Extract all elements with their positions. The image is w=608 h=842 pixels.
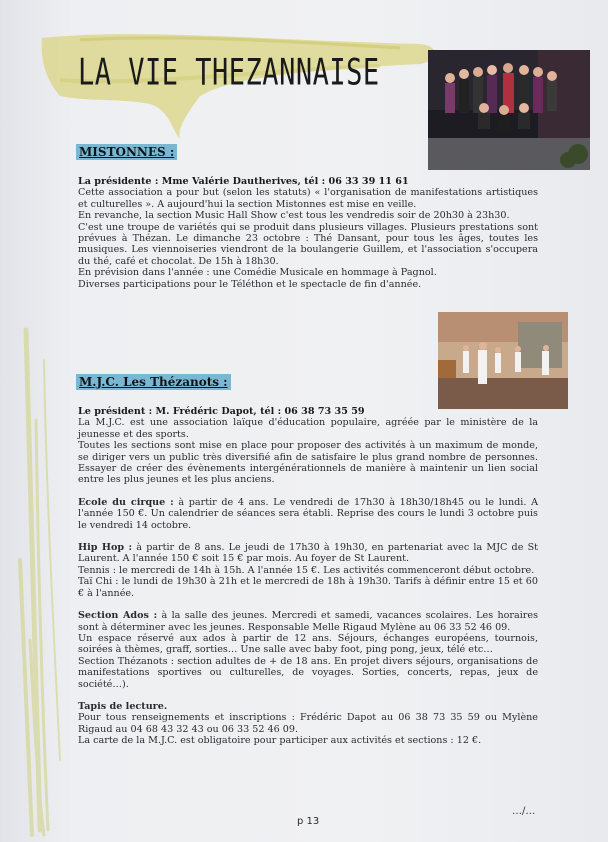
mistonnes-president: La présidente : Mme Valérie Dautherives, tél : 06 33 39 11 61 <box>78 176 409 187</box>
mjc-taichi-photo <box>438 312 568 409</box>
mistonnes-text <box>78 176 538 290</box>
mjc-president: Le président : M. Frédéric Dapot, tél : 06 38 73 35 59 <box>78 406 365 417</box>
mjc-text <box>78 406 538 747</box>
grass-strokes <box>20 330 60 835</box>
mjc-tennis: Tennis : le mercredi de 14h à 15h. A l'année 15 €. Les activités commenceront début octobre. <box>78 564 535 576</box>
mjc-hiphop <box>78 542 538 565</box>
mistonnes-line-5: Diverses participations pour le Téléthon et le spectacle de fin d'année. <box>78 278 422 290</box>
mjc-ados <box>78 610 538 633</box>
cirque-label: Ecole du cirque : <box>78 496 174 508</box>
hiphop-label: Hip Hop : <box>78 542 133 554</box>
mistonnes-heading: MISTONNES : <box>76 144 177 160</box>
hiphop-text: à partir de 8 ans. Le jeudi de 17h30 à 19h30, en partenariat avec la MJC de St Laurent. A l'année 150 € soit 15 € par mois. Au foyer de St Laurent. <box>78 542 538 565</box>
mistonnes-group-photo <box>428 50 590 170</box>
tapis-label: Tapis de lecture. <box>78 700 168 712</box>
mjc-intro-1: La M.J.C. est une association laïque d'éducation populaire, agréée par le ministère de la jeunesse et des sports. <box>78 417 538 440</box>
mjc-cirque <box>78 497 538 531</box>
ados-text: à la salle des jeunes. Mercredi et samedi, vacances scolaires. Les horaires sont à déterminer avec les jeunes. Responsable Melle Rigaud Mylène au 06 33 52 46 09. <box>78 610 538 633</box>
mistonnes-line-1: Cette association a pour but (selon les statuts) « l'organisation de manifestations artistiques et culturelles ». A aujourd'hui la section Mistonnes est mise en veille. <box>78 187 538 210</box>
continued-marker: …/… <box>512 806 536 817</box>
page-title: LA VIE THEZANNAISE <box>78 52 380 94</box>
ados-label: Section Ados : <box>78 610 158 622</box>
mjc-ados-line-2: Section Thézanots : section adultes de + de 18 ans. En projet divers séjours, organisations de manifestations sportives ou culturelles, de voyages. Sorties, concerts, repas, jeux de société…). <box>78 655 538 690</box>
mistonnes-line-2: En revanche, la section Music Hall Show c'est tous les vendredis soir de 20h30 à 23h30. <box>78 210 510 222</box>
mistonnes-line-4: En prévision dans l'année : une Comédie Musicale en hommage à Pagnol. <box>78 267 437 279</box>
mjc-tapis-line-1: Pour tous renseignements et inscriptions : Frédéric Dapot au 06 38 73 35 59 ou Mylène Rigaud au 04 68 43 32 43 ou 06 33 52 46 09. <box>78 712 538 735</box>
mjc-taichi: Taï Chi : le lundi de 19h30 à 21h et le mercredi de 18h à 19h30. Tarifs à définir entre 15 et 60 € à l'année. <box>78 576 538 599</box>
mjc-ados-line-1: Un espace réservé aux ados à partir de 12 ans. Séjours, échanges européens, tournois, soirées à thèmes, graff, sorties… Une salle avec baby foot, ping pong, jeux, télé etc… <box>78 632 538 656</box>
mjc-tapis-line-2: La carte de la M.J.C. est obligatoire pour participer aux activités et sections : 12 €. <box>78 735 482 747</box>
cirque-text: à partir de 4 ans. Le vendredi de 17h30 à 18h30/18h45 ou le lundi. A l'année 150 €. Un calendrier de séances sera établi. Reprise des cours le lundi 3 octobre puis le vendredi 14 octobre. <box>78 496 538 531</box>
mjc-intro-2: Toutes les sections sont mise en place pour proposer des activités à un maximum de monde, se diriger vers un public très diversifié afin de satisfaire le plus grand nombre de personnes. Essayer de créer des évènements intergénérationnels de manière à maintenir un lien social entre les plus jeunes et les plus anciens. <box>78 440 538 486</box>
page-number: p 13 <box>297 816 320 827</box>
mistonnes-line-3: C'est une troupe de variétés qui se produit dans plusieurs villages. Plusieurs prestations sont prévues à Thézan. Le dimanche 23 octobre : Thé Dansant, pour tous les âges, toutes les musiques. Les viennoiseries viendront de la boulangerie Guillem, et l'association s'occupera du thé, café et chocolat. De 15h à 18h30. <box>78 221 538 267</box>
mjc-heading: M.J.C. Les Thézanots : <box>76 374 231 390</box>
